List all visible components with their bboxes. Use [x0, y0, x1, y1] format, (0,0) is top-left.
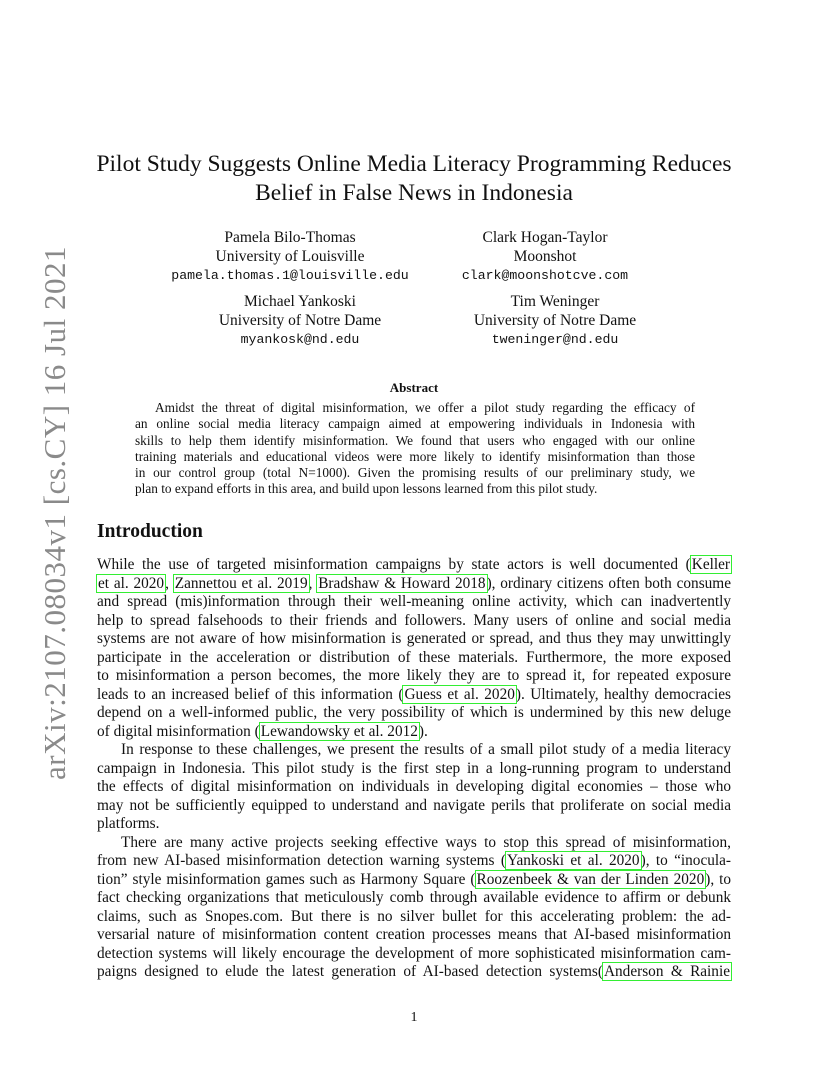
paragraph-line: There are many active projects seeking effective ways to stop this spread of misinformation, [121, 833, 731, 851]
citation-link[interactable]: Lewandowsky et al. 2012 [260, 722, 418, 740]
citation-link[interactable]: Zannettou et al. 2019 [174, 574, 308, 592]
text-run: ), to “inocula- [640, 852, 732, 869]
author-email: tweninger@nd.edu [491, 332, 619, 347]
text-run: While the use of targeted misinformation campaigns by state actors is well documented ( [97, 556, 691, 573]
author-name: Clark Hogan-Taylor [482, 229, 608, 246]
citation-link[interactable]: Keller [691, 556, 730, 573]
paragraph-line: detection systems will likely encourage the development of more sophisticated misinformation cam- [97, 944, 731, 962]
citation-link[interactable]: et al. 2020 [98, 574, 165, 592]
paragraph-line: campaign in Indonesia. This pilot study is the first step in a long-running program to understand [97, 759, 731, 777]
paragraph-line [97, 963, 731, 982]
author-name: Pamela Bilo-Thomas [224, 229, 356, 246]
paragraph-line: depend on a well-informed public, the very possibility of which is undermined by this new deluge [97, 704, 731, 721]
paragraph-line: systems are not aware of how misinformation is generated or spread, and thus they may unwittingly [97, 630, 731, 647]
author-email: myankosk@nd.edu [240, 332, 360, 347]
paragraph-line: to misinformation a person becomes, the more likely they are to spread it, for repeated exposure [97, 667, 731, 684]
paper-title [92, 150, 736, 208]
title-line-2: Belief in False News in Indonesia [255, 180, 573, 206]
paragraph-line: platforms. [97, 815, 160, 832]
author-block [420, 292, 690, 349]
author-name: Michael Yankoski [244, 293, 356, 310]
citation-link[interactable]: Guess et al. 2020 [404, 685, 515, 703]
abstract-line: plan to expand efforts in this area, and build upon lessons learned from this pilot study. [135, 481, 598, 497]
author-email: clark@moonshotcve.com [461, 268, 629, 283]
text-run: from new AI-based misinformation detection warning systems ( [97, 852, 506, 869]
paragraph-line [97, 723, 731, 742]
text-run: paigns designed to elude the latest generation of AI-based detection systems( [97, 963, 603, 980]
abstract-line: an online social media literacy campaign aimed at empowering individuals in Indonesia with [135, 416, 695, 432]
author-name: Tim Weninger [510, 293, 600, 310]
author-block [170, 292, 430, 349]
paragraph-line: may not be sufficiently equipped to understand and navigate perils that proliferate on social media [97, 796, 731, 814]
citation-link[interactable]: Anderson & Rainie [603, 963, 730, 980]
text-run: , [308, 574, 318, 592]
citation-link[interactable]: Yankoski et al. 2020 [506, 852, 640, 869]
text-run: ). Ultimately, healthy democracies [515, 685, 732, 703]
text-run: of digital misinformation ( [97, 722, 260, 740]
paragraph-line: help to spread falsehoods to their friends and followers. Many users of online and social media [97, 611, 731, 629]
author-email: pamela.thomas.1@louisville.edu [171, 268, 409, 283]
abstract-line: training materials and educational videos were more likely to identify misinformation than those [135, 448, 695, 464]
paragraph-line: the effects of digital misinformation on individuals in developing digital economies – those who [97, 778, 731, 795]
author-affiliation: Moonshot [513, 248, 577, 265]
text-run: leads to an increased belief of this information ( [97, 685, 404, 703]
citation-link[interactable]: Roozenbeek & van der Linden 2020 [476, 870, 705, 888]
paragraph-line [97, 871, 731, 890]
abstract-line: in our control group (total N=1000). Given the promising results of our preliminary study, we [135, 465, 695, 481]
text-run: , [165, 574, 174, 592]
abstract-body [135, 400, 695, 498]
text-run: ), to [705, 870, 731, 888]
paragraph-line: fact checking organizations that meticulously comb through available evidence to affirm or debunk [97, 889, 731, 906]
abstract-heading: Abstract [389, 380, 439, 395]
paragraph-line: In response to these challenges, we present the results of a small pilot study of a media literacy [121, 741, 731, 758]
text-run: ). [418, 722, 428, 740]
paragraph-line [97, 556, 731, 575]
page-number: 1 [410, 1010, 418, 1025]
paragraph-line [97, 852, 731, 871]
citation-link[interactable]: Bradshaw & Howard 2018 [318, 574, 486, 592]
author-affiliation: University of Notre Dame [473, 312, 637, 329]
author-affiliation: University of Louisville [215, 248, 365, 265]
text-run: tion” style misinformation games such as Harmony Square ( [97, 870, 476, 888]
author-affiliation: University of Notre Dame [218, 312, 382, 329]
abstract-line: skills to help them identify misinformation. We found that users who engaged with our online [135, 432, 695, 448]
section-heading-introduction: Introduction [97, 521, 203, 542]
paragraph-line: and spread (mis)information through their well-meaning online activity, which can inadvertently [97, 593, 731, 610]
introduction-body [97, 556, 731, 982]
arxiv-identifier: arXiv:2107.08034v1 [cs.CY] 16 Jul 2021 [37, 246, 72, 780]
paragraph-line [97, 575, 731, 594]
author-block [160, 228, 420, 285]
paragraph-line [97, 686, 731, 705]
abstract-line: Amidst the threat of digital misinformation, we offer a pilot study regarding the efficacy of [155, 400, 695, 415]
text-run: ), ordinary citizens often both consume [486, 574, 731, 592]
paragraph-line: versarial nature of misinformation content creation processes means that AI-based misinformation [97, 926, 731, 943]
author-block [430, 228, 660, 285]
paragraph-line: participate in the acceleration or distribution of these materials. Furthermore, the more exposed [97, 648, 731, 666]
title-line-1: Pilot Study Suggests Online Media Literacy Programming Reduces [96, 151, 732, 177]
paragraph-line: claims, such as Snopes.com. But there is no silver bullet for this accelerating problem: the ad- [97, 907, 731, 925]
